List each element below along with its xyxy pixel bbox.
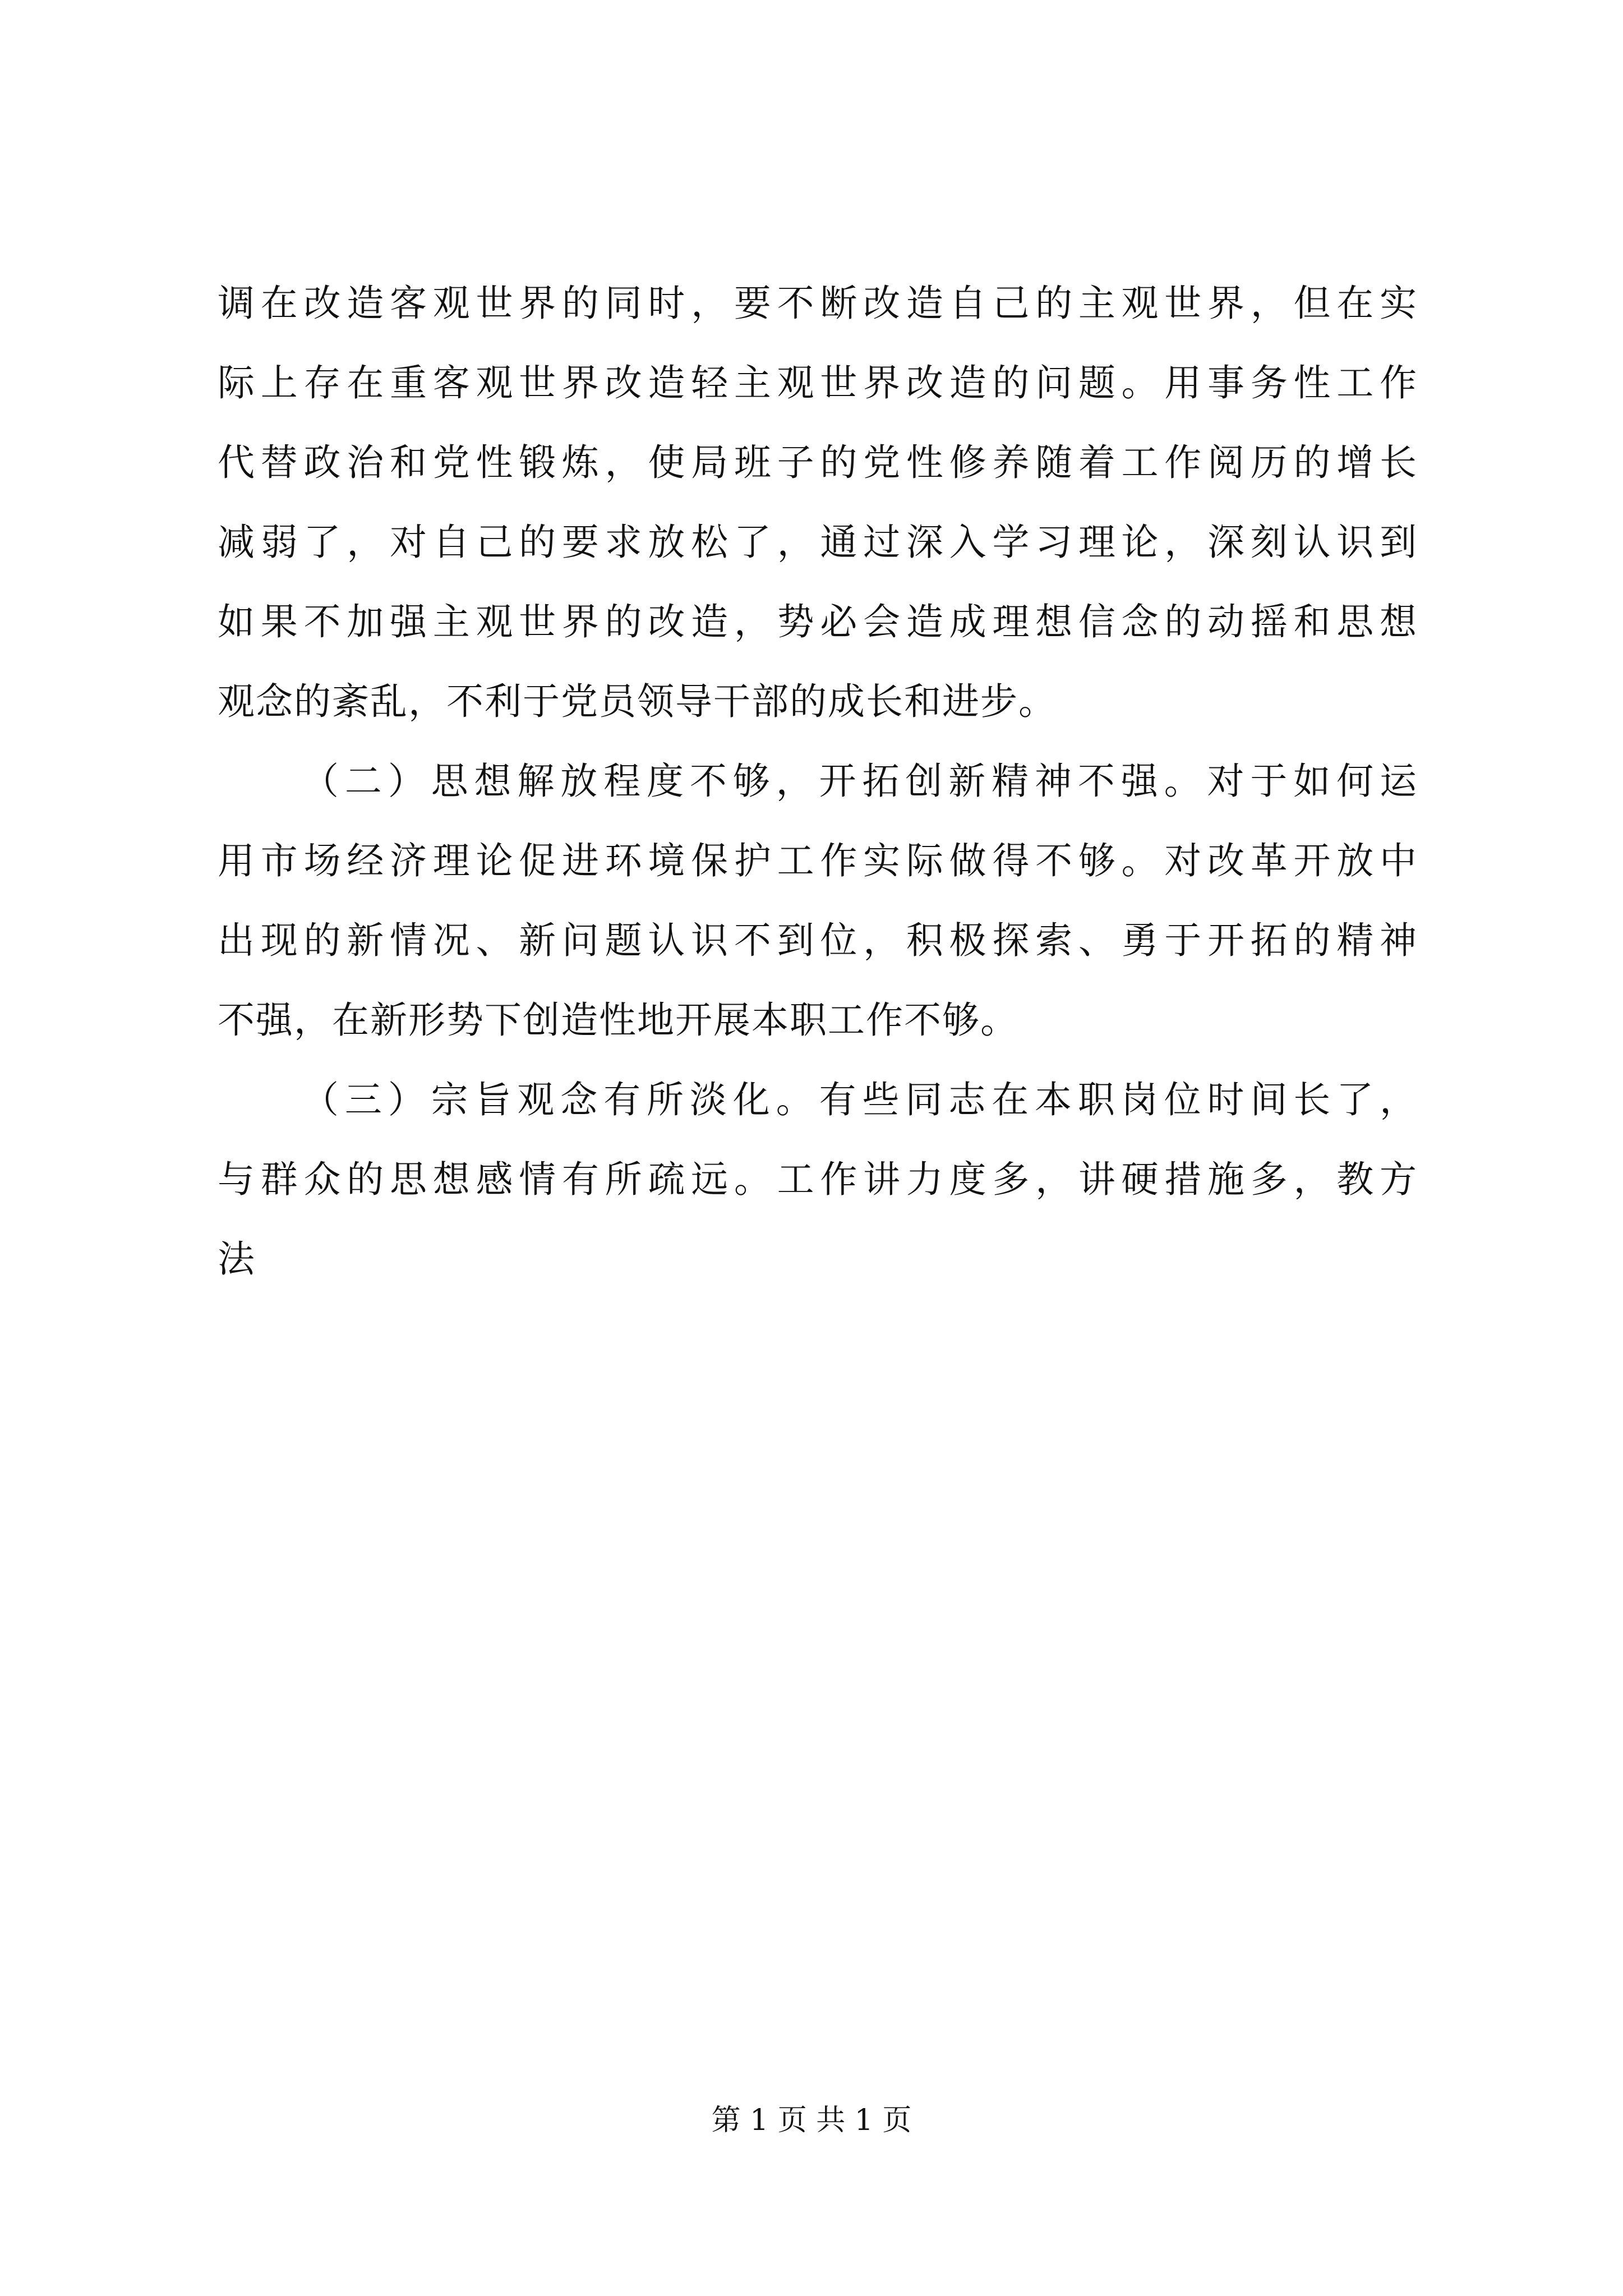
paragraph-1: [218, 264, 1418, 742]
text-line: 法: [218, 1237, 256, 1281]
text-line: 出现的新情况、新问题认识不到位，积极探索、勇于开拓的精神: [218, 919, 1418, 962]
text-line: 际上存在重客观世界改造轻主观世界改造的问题。用事务性工作: [218, 361, 1418, 404]
text-line: 观念的紊乱，不利于党员领导干部的成长和进步。: [218, 680, 1057, 723]
paragraph-2: [218, 742, 1418, 1060]
text-line: 如果不加强主观世界的改造，势必会造成理想信念的动摇和思想: [218, 600, 1418, 643]
page-number-label: 第 1 页 共 1 页: [711, 2104, 912, 2137]
page-footer: [0, 2101, 1623, 2140]
text-line: 用市场经济理论促进环境保护工作实际做得不够。对改革开放中: [218, 839, 1418, 882]
paragraph-3: [218, 1060, 1418, 1299]
text-line: （三）宗旨观念有所淡化。有些同志在本职岗位时间长了，: [302, 1078, 1418, 1121]
text-line: 减弱了，对自己的要求放松了，通过深入学习理论，深刻认识到: [218, 521, 1418, 564]
text-line: 代替政治和党性锻炼，使局班子的党性修养随着工作阅历的增长: [218, 441, 1418, 484]
text-line: （二）思想解放程度不够，开拓创新精神不强。对于如何运: [302, 760, 1418, 803]
text-line: 与群众的思想感情有所疏远。工作讲力度多，讲硬措施多，教方: [218, 1158, 1418, 1201]
text-line: 不强，在新形势下创造性地开展本职工作不够。: [218, 999, 1018, 1042]
text-line: 调在改造客观世界的同时，要不断改造自己的主观世界，但在实: [218, 282, 1418, 325]
document-body: [218, 264, 1418, 1299]
